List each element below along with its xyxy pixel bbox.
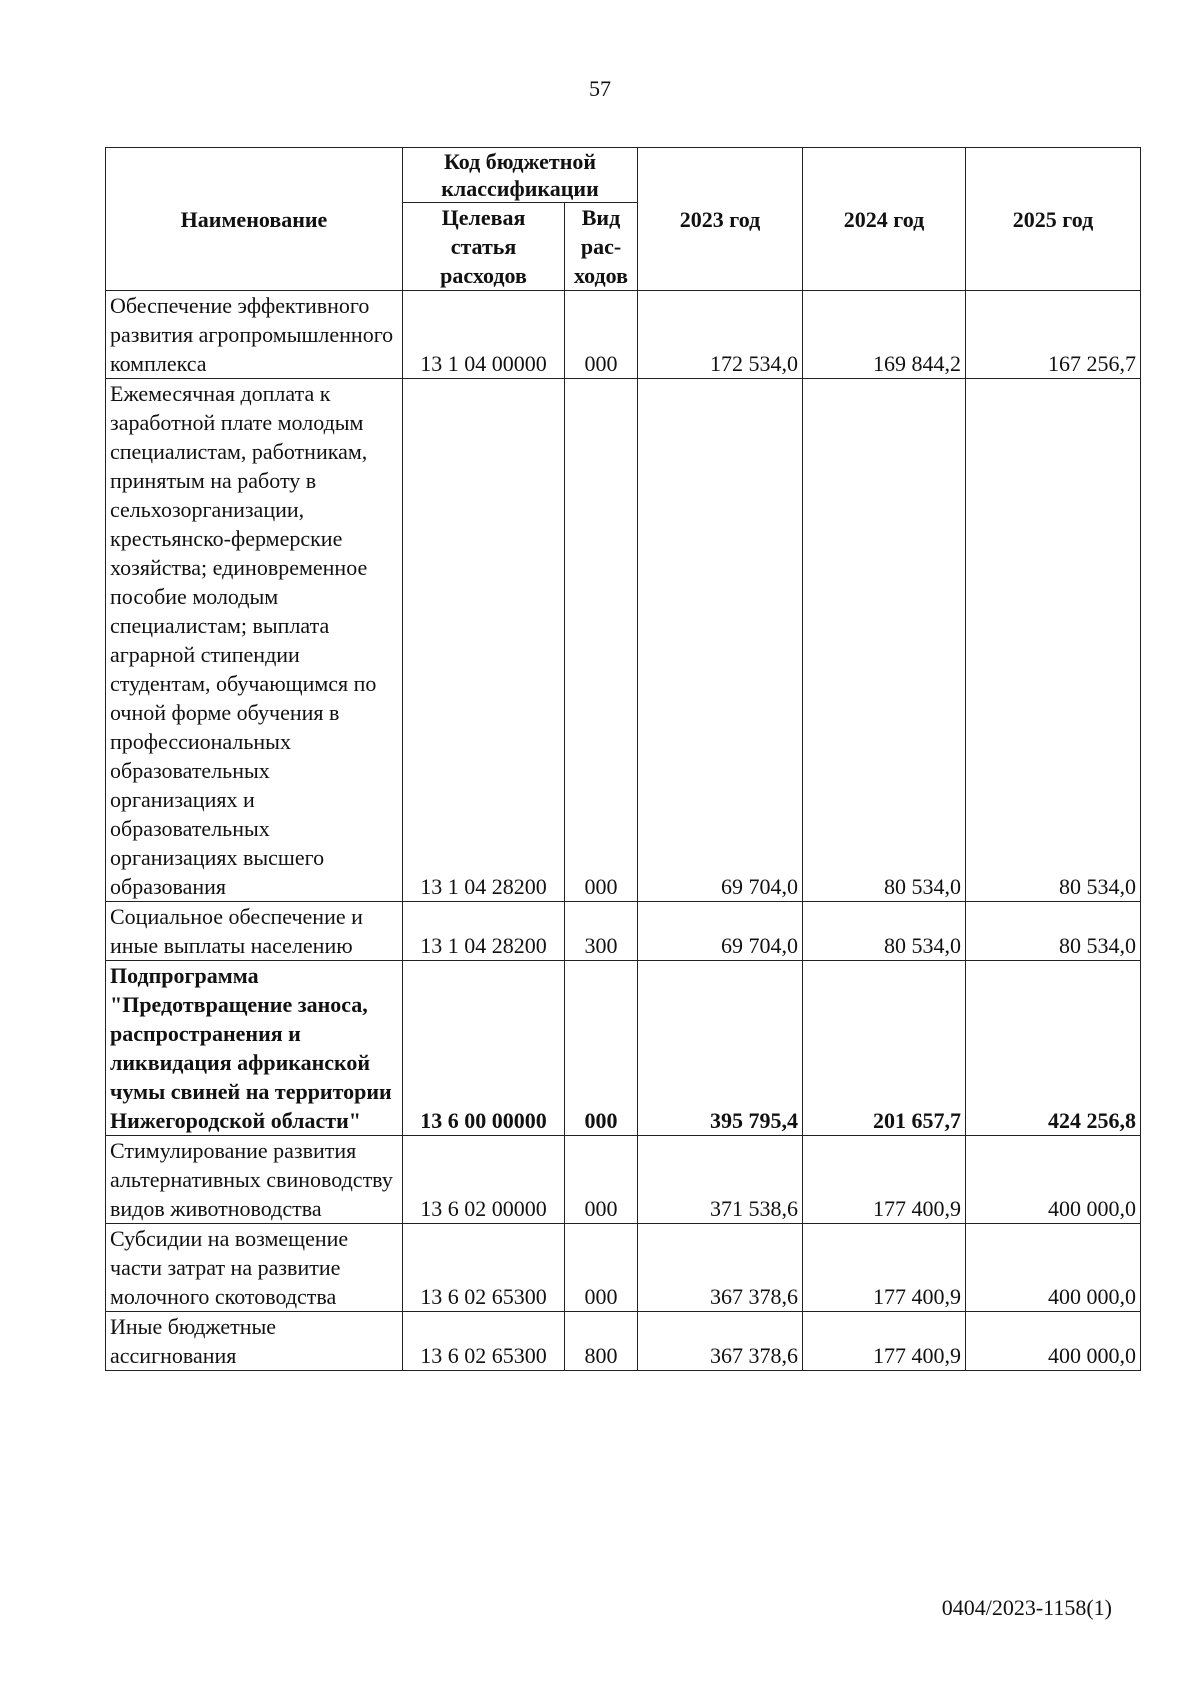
header-year-2025: 2025 год <box>966 148 1141 291</box>
row-2023: 367 378,6 <box>638 1312 803 1371</box>
table-row-subprogram <box>106 961 1141 1136</box>
row-2023: 371 538,6 <box>638 1136 803 1224</box>
document-number: 0404/2023-1158(1) <box>941 1595 1112 1620</box>
page-number: 57 <box>589 76 611 101</box>
row-2025: 80 534,0 <box>966 379 1141 902</box>
header-target-article: Целевая статья расходов <box>403 203 565 291</box>
row-2023: 395 795,4 <box>638 961 803 1136</box>
row-target-code: 13 6 02 00000 <box>403 1136 565 1224</box>
header-year-2024: 2024 год <box>803 148 966 291</box>
budget-table <box>105 147 1141 1371</box>
row-2025: 400 000,0 <box>966 1312 1141 1371</box>
row-target-code: 13 1 04 00000 <box>403 291 565 379</box>
table-row <box>106 1312 1141 1371</box>
row-name: Ежемесячная доплата к заработной плате молодым специалистам, работникам, принятым на работу в сельхозорганизации, крестьянско-фермерские хозяйства; единовременное пособие молодым специалистам; выплата аграрной стипендии студентам, обучающимся по очной форме обучения в профессиональных образовательных организациях и образовательных организациях высшего образования <box>106 379 403 902</box>
row-2025: 167 256,7 <box>966 291 1141 379</box>
table-row <box>106 1136 1141 1224</box>
row-2024: 80 534,0 <box>803 902 966 961</box>
row-expense-kind: 000 <box>565 1224 638 1312</box>
row-2025: 400 000,0 <box>966 1224 1141 1312</box>
row-2023: 172 534,0 <box>638 291 803 379</box>
row-2024: 80 534,0 <box>803 379 966 902</box>
row-target-code: 13 6 02 65300 <box>403 1224 565 1312</box>
table-row <box>106 291 1141 379</box>
row-name: Подпрограмма "Предотвращение заноса, распространения и ликвидация африканской чумы свиней на территории Нижегородской области" <box>106 961 403 1136</box>
row-target-code: 13 6 02 65300 <box>403 1312 565 1371</box>
row-2023: 367 378,6 <box>638 1224 803 1312</box>
row-target-code: 13 6 00 00000 <box>403 961 565 1136</box>
header-expense-kind: Вид рас-ходов <box>565 203 638 291</box>
row-2023: 69 704,0 <box>638 902 803 961</box>
header-name: Наименование <box>106 148 403 291</box>
row-target-code: 13 1 04 28200 <box>403 379 565 902</box>
row-2025: 424 256,8 <box>966 961 1141 1136</box>
row-2024: 201 657,7 <box>803 961 966 1136</box>
row-expense-kind: 000 <box>565 379 638 902</box>
table-row <box>106 1224 1141 1312</box>
row-2024: 169 844,2 <box>803 291 966 379</box>
header-year-2023: 2023 год <box>638 148 803 291</box>
row-2024: 177 400,9 <box>803 1224 966 1312</box>
row-name: Иные бюджетные ассигнования <box>106 1312 403 1371</box>
row-expense-kind: 000 <box>565 961 638 1136</box>
row-2023: 69 704,0 <box>638 379 803 902</box>
row-2024: 177 400,9 <box>803 1136 966 1224</box>
header-code-group: Код бюджетной классификации <box>403 148 638 203</box>
row-2025: 80 534,0 <box>966 902 1141 961</box>
row-2025: 400 000,0 <box>966 1136 1141 1224</box>
row-name: Социальное обеспечение и иные выплаты населению <box>106 902 403 961</box>
table-row <box>106 902 1141 961</box>
table-row <box>106 379 1141 902</box>
row-name: Субсидии на возмещение части затрат на развитие молочного скотоводства <box>106 1224 403 1312</box>
row-name: Обеспечение эффективного развития агропромышленного комплекса <box>106 291 403 379</box>
row-name: Стимулирование развития альтернативных свиноводству видов животноводства <box>106 1136 403 1224</box>
row-expense-kind: 800 <box>565 1312 638 1371</box>
row-expense-kind: 000 <box>565 1136 638 1224</box>
row-expense-kind: 000 <box>565 291 638 379</box>
row-target-code: 13 1 04 28200 <box>403 902 565 961</box>
row-expense-kind: 300 <box>565 902 638 961</box>
row-2024: 177 400,9 <box>803 1312 966 1371</box>
